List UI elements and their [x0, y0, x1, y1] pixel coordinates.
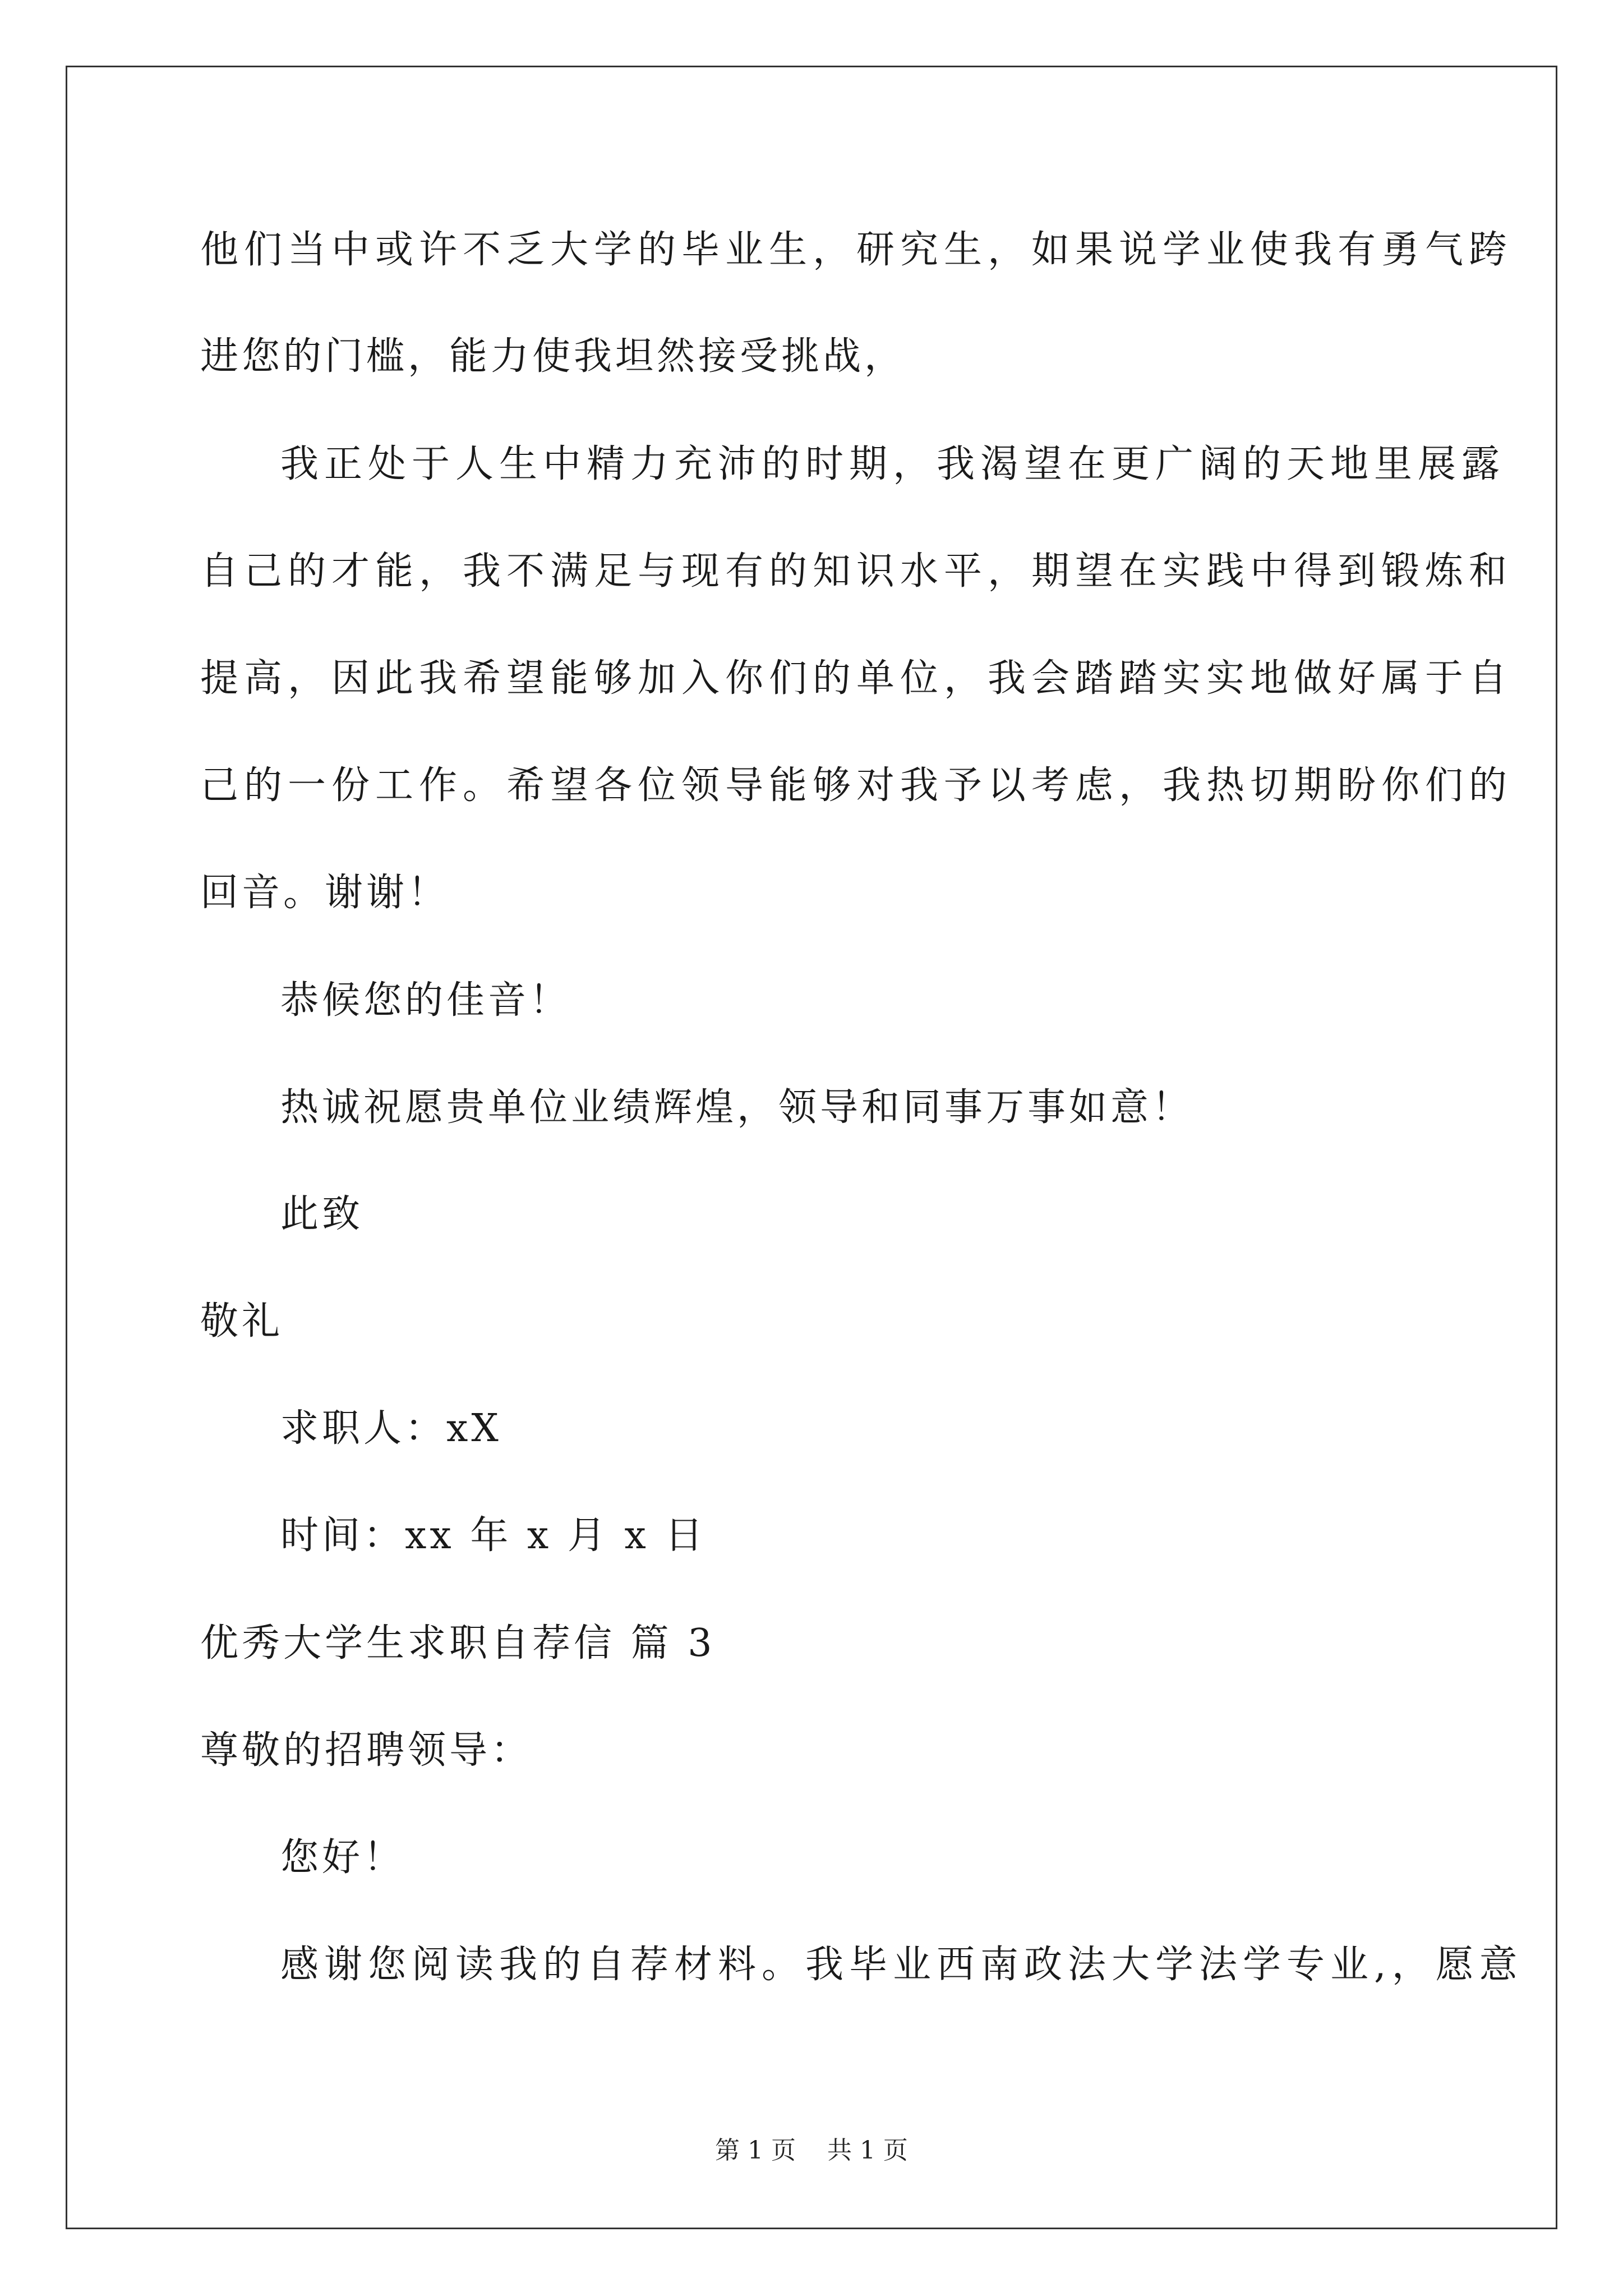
salutation-line: 敬礼	[200, 1299, 284, 1343]
applicant-line: 求职人：xX	[280, 1406, 502, 1451]
body-line: 己的一份工作。希望各位领导能够对我予以考虑，我热切期盼你们的	[200, 763, 1513, 808]
body-line: 感谢您阅读我的自荐材料。我毕业西南政法大学法学专业,，愿意	[280, 1943, 1523, 1987]
body-line: 他们当中或许不乏大学的毕业生，研究生，如果说学业使我有勇气跨	[200, 228, 1513, 272]
body-line: 自己的才能，我不满足与现有的知识水平，期望在实践中得到锻炼和	[200, 549, 1513, 593]
greeting-line: 尊敬的招聘领导：	[200, 1728, 533, 1773]
body-line: 提高，因此我希望能够加入你们的单位，我会踏踏实实地做好属于自	[200, 656, 1513, 701]
section-heading: 优秀大学生求职自荐信 篇 3	[200, 1621, 716, 1665]
body-line: 我正处于人生中精力充沛的时期，我渴望在更广阔的天地里展露	[280, 442, 1506, 486]
page-border	[66, 66, 1557, 2229]
body-line: 恭候您的佳音！	[280, 978, 571, 1023]
body-line: 热诚祝愿贵单位业绩辉煌，领导和同事万事如意！	[280, 1085, 1194, 1130]
body-line: 回音。谢谢！	[200, 871, 450, 915]
page-footer: 第 1 页 共 1 页	[715, 2136, 908, 2165]
body-line: 进您的门槛，能力使我坦然接受挑战，	[200, 334, 906, 379]
closing-line: 此致	[280, 1192, 364, 1236]
date-line: 时间：xx 年 x 月 x 日	[280, 1513, 707, 1558]
greeting-line: 您好！	[280, 1835, 405, 1880]
